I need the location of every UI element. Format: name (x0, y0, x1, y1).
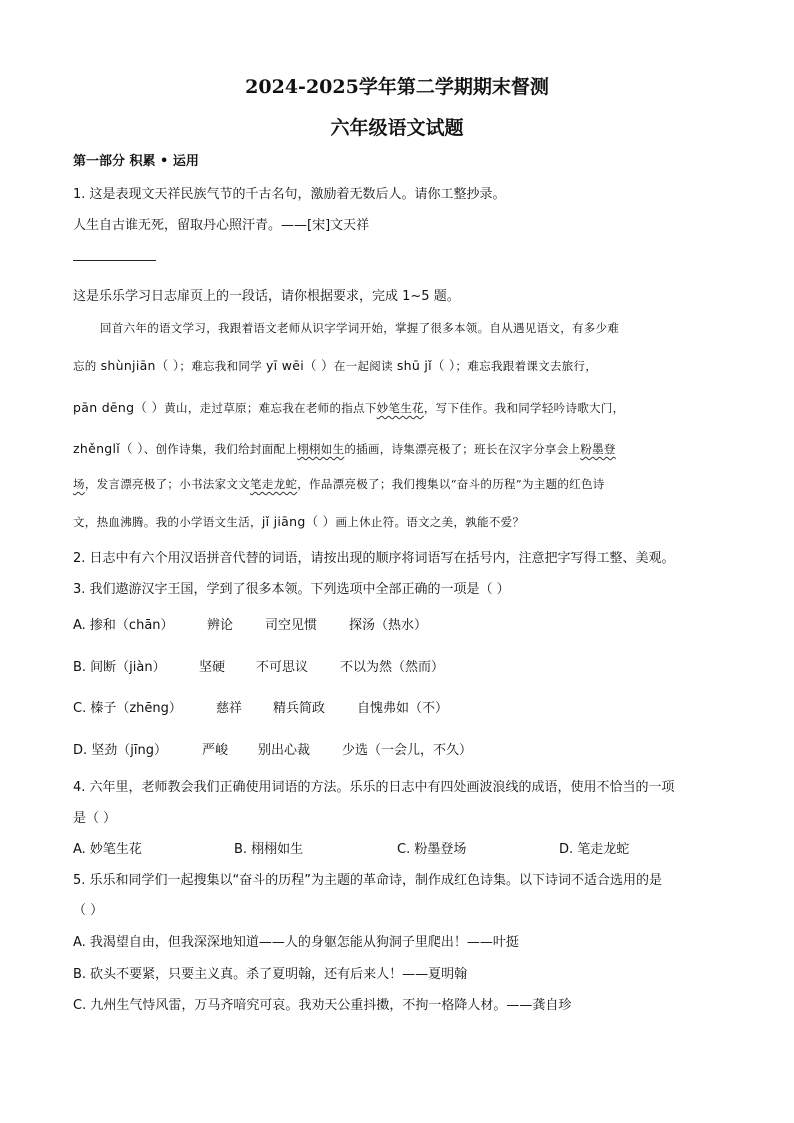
option-word: 自愧弗如（不） (357, 701, 449, 716)
option-3d[interactable]: D. 坚劲（jīng） (73, 743, 167, 758)
pinyin-blank[interactable]: jǐ jiāng（ ） (261, 514, 336, 529)
question-1-poem: 人生自古谁无死，留取丹心照汗青。——[宋]文天祥 (73, 218, 370, 233)
pinyin-blank[interactable]: zhěnglǐ（ ） (73, 441, 144, 456)
passage-line-4 (73, 439, 616, 457)
passage-text: 在一起阅读 (333, 359, 397, 373)
wavy-idiom: 场 (73, 477, 85, 491)
passage-text: 黄山，走过草原；难忘我在老师的指点下 (164, 401, 377, 415)
option-4c[interactable]: C. 粉墨登场 (397, 842, 467, 857)
question-2-prompt: 2. 日志中有六个用汉语拼音代替的词语，请按出现的顺序将词语写在括号内，注意把字写得工整、美观。 (73, 551, 675, 566)
option-3c[interactable]: C. 榛子（zhēng） (73, 701, 182, 716)
passage-line-1 (100, 320, 619, 336)
passage-text: ，作品漂亮极了；我们搜集以“奋斗的历程”为主题的红色诗 (297, 477, 605, 491)
passage-text: ；难忘我和同学 (179, 359, 266, 373)
question-3-prompt: 3. 我们遨游汉字王国，学到了很多本领。下列选项中全部正确的一项是（ ） (73, 582, 510, 597)
option-5b[interactable]: B. 砍头不要紧，只要主义真。杀了夏明翰，还有后来人！——夏明翰 (73, 967, 468, 982)
option-word: 慈祥 (216, 701, 243, 716)
option-word: 坚硬 (199, 660, 226, 675)
option-5a[interactable]: A. 我渴望自由，但我深深地知道——人的身躯怎能从狗洞子里爬出！——叶挺 (73, 935, 519, 950)
passage-text: 回首六年的语文学习，我跟着语文老师从识字学词开始，掌握了很多本领。自从遇见语文，有多少难 (100, 321, 620, 335)
section-heading: 第一部分 积累 • 运用 (73, 154, 199, 169)
option-5c[interactable]: C. 九州生气恃风雷，万马齐喑究可哀。我劝天公重抖擞，不拘一格降人材。——龚自珍 (73, 998, 572, 1013)
option-word: 司空见惯 (265, 618, 318, 633)
question-5-prompt: 5. 乐乐和同学们一起搜集以“奋斗的历程”为主题的革命诗，制作成红色诗集。以下诗词不适合选用的是 (73, 873, 663, 888)
wavy-idiom: 栩栩如生 (297, 442, 345, 456)
option-word: 探汤（热水） (349, 618, 428, 633)
passage-text: ，发言漂亮极了；小书法家文文 (84, 477, 251, 491)
option-word: 不可思议 (256, 660, 309, 675)
passage-line-2 (73, 356, 597, 374)
passage-text: 画上休止符。语文之美，孰能不爱？ (335, 515, 525, 529)
question-5-prompt-cont: （ ） (73, 903, 104, 918)
passage-text: 、创作诗集，我们给封面配上 (143, 442, 298, 456)
pinyin-blank[interactable]: yī wēi（ ） (265, 358, 334, 373)
option-word: 不以为然（然而） (340, 660, 445, 675)
passage-text: ，写下佳作。我和同学轻吟诗歌大门， (423, 401, 625, 415)
option-4a[interactable]: A. 妙笔生花 (73, 842, 142, 857)
page-title: 2024-2025学年第二学期期末督测 (245, 76, 549, 98)
option-word: 少选（一会儿，不久） (342, 743, 473, 758)
question-4-prompt-cont: 是（ ） (73, 811, 117, 826)
passage-text: 忘的 (73, 359, 101, 373)
answer-blank-line[interactable] (73, 260, 156, 261)
option-4b[interactable]: B. 栩栩如生 (234, 842, 304, 857)
pinyin-blank[interactable]: shū jǐ（ ） (396, 358, 456, 373)
question-4-prompt: 4. 六年里，老师教会我们正确使用词语的方法。乐乐的日志中有四处画波浪线的成语，使用不恰当的一项 (73, 780, 675, 795)
passage-line-5 (73, 476, 605, 492)
pinyin-blank[interactable]: pān dēng（ ） (73, 400, 165, 415)
passage-text: 的插画，诗集漂亮极了；班长在汉字分享会上 (344, 442, 581, 456)
option-word: 辨论 (207, 618, 234, 633)
question-1-prompt: 1. 这是表现文天祥民族气节的千古名句，激励着无数后人。请你工整抄录。 (73, 187, 506, 202)
wavy-idiom: 笔走龙蛇 (250, 477, 298, 491)
option-word: 严峻 (202, 743, 229, 758)
wavy-idiom: 粉墨登 (580, 442, 616, 456)
page-subtitle: 六年级语文试题 (330, 117, 464, 139)
wavy-idiom: 妙笔生花 (376, 401, 424, 415)
passage-line-3 (73, 398, 624, 416)
option-word: 别出心裁 (258, 743, 311, 758)
passage-line-6 (73, 512, 524, 530)
passage-text: ；难忘我跟着课文去旅行， (455, 359, 598, 373)
option-3a[interactable]: A. 掺和（chān） (73, 618, 174, 633)
passage-intro: 这是乐乐学习日志扉页上的一段话，请你根据要求，完成 1~5 题。 (73, 289, 460, 304)
option-4d[interactable]: D. 笔走龙蛇 (559, 842, 630, 857)
pinyin-blank[interactable]: shùnjiān（ ） (100, 358, 180, 373)
option-3b[interactable]: B. 间断（jiàn） (73, 660, 166, 675)
passage-text: 文，热血沸腾。我的小学语文生活， (73, 515, 262, 529)
option-word: 精兵简政 (273, 701, 326, 716)
